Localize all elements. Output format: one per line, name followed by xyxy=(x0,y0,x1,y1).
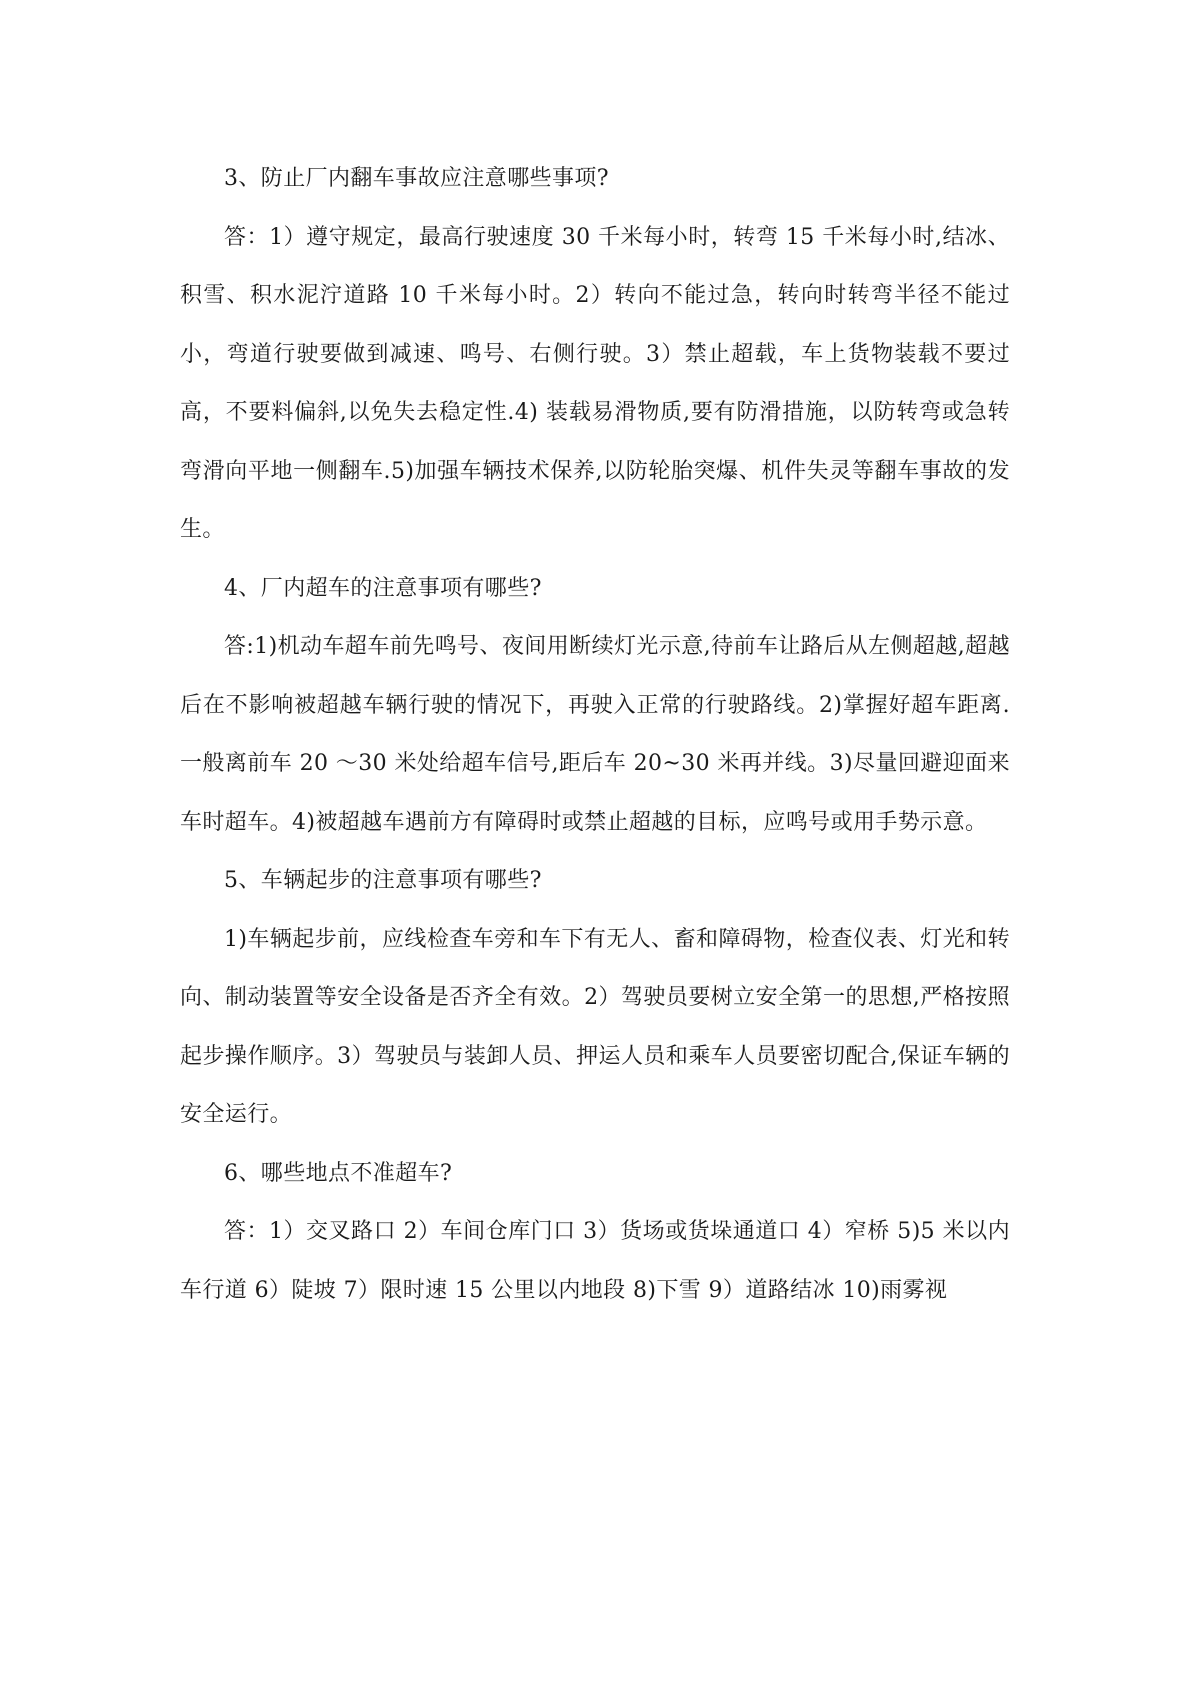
question-3-heading: 3、防止厂内翻车事故应注意哪些事项? xyxy=(224,166,609,191)
document-body xyxy=(180,150,1010,1320)
question-5-heading: 5、车辆起步的注意事项有哪些? xyxy=(224,868,542,893)
question-6-heading: 6、哪些地点不准超车? xyxy=(224,1160,453,1186)
question-4-heading: 4、厂内超车的注意事项有哪些? xyxy=(224,575,542,601)
question-3-answer: 答：1）遵守规定，最高行驶速度 30 千米每小时，转弯 15 千米每小时,结冰、积雪、积水泥泞道路 10 千米每小时。2）转向不能过急，转向时转弯半径不能过小，弯道行驶要做到减速、鸣号、右侧行驶。3）禁止超载，车上货物装载不要过高，不要料偏斜,以免失去稳定性.4) 装载易滑物质,要有防滑措施，以防转弯或急转弯滑向平地一侧翻车.5)加强车辆技术保养,以防轮胎突爆、机件失灵等翻车事故的发生。 xyxy=(180,224,1010,542)
question-5-answer: 1)车辆起步前，应线检查车旁和车下有无人、畜和障碍物，检查仪表、灯光和转向、制动装置等安全设备是否齐全有效。2）驾驶员要树立安全第一的思想,严格按照起步操作顺序。3）驾驶员与装卸人员、押运人员和乘车人员要密切配合,保证车辆的安全运行。 xyxy=(180,926,1010,1127)
question-6-answer: 答：1）交叉路口 2）车间仓库门口 3）货场或货垛通道口 4）窄桥 5)5 米以内车行道 6）陡坡 7）限时速 15 公里以内地段 8)下雪 9）道路结冰 10)雨雾视 xyxy=(180,1219,1010,1303)
question-4-answer: 答:1)机动车超车前先鸣号、夜间用断续灯光示意,待前车让路后从左侧超越,超越后在不影响被超越车辆行驶的情况下，再驶入正常的行驶路线。2)掌握好超车距离.一般离前车 20 ～30 米处给超车信号,距后车 20~30 米再并线。3)尽量回避迎面来车时超车。4)被超越车遇前方有障碍时或禁止超越的目标，应鸣号或用手势示意。 xyxy=(180,634,1010,835)
